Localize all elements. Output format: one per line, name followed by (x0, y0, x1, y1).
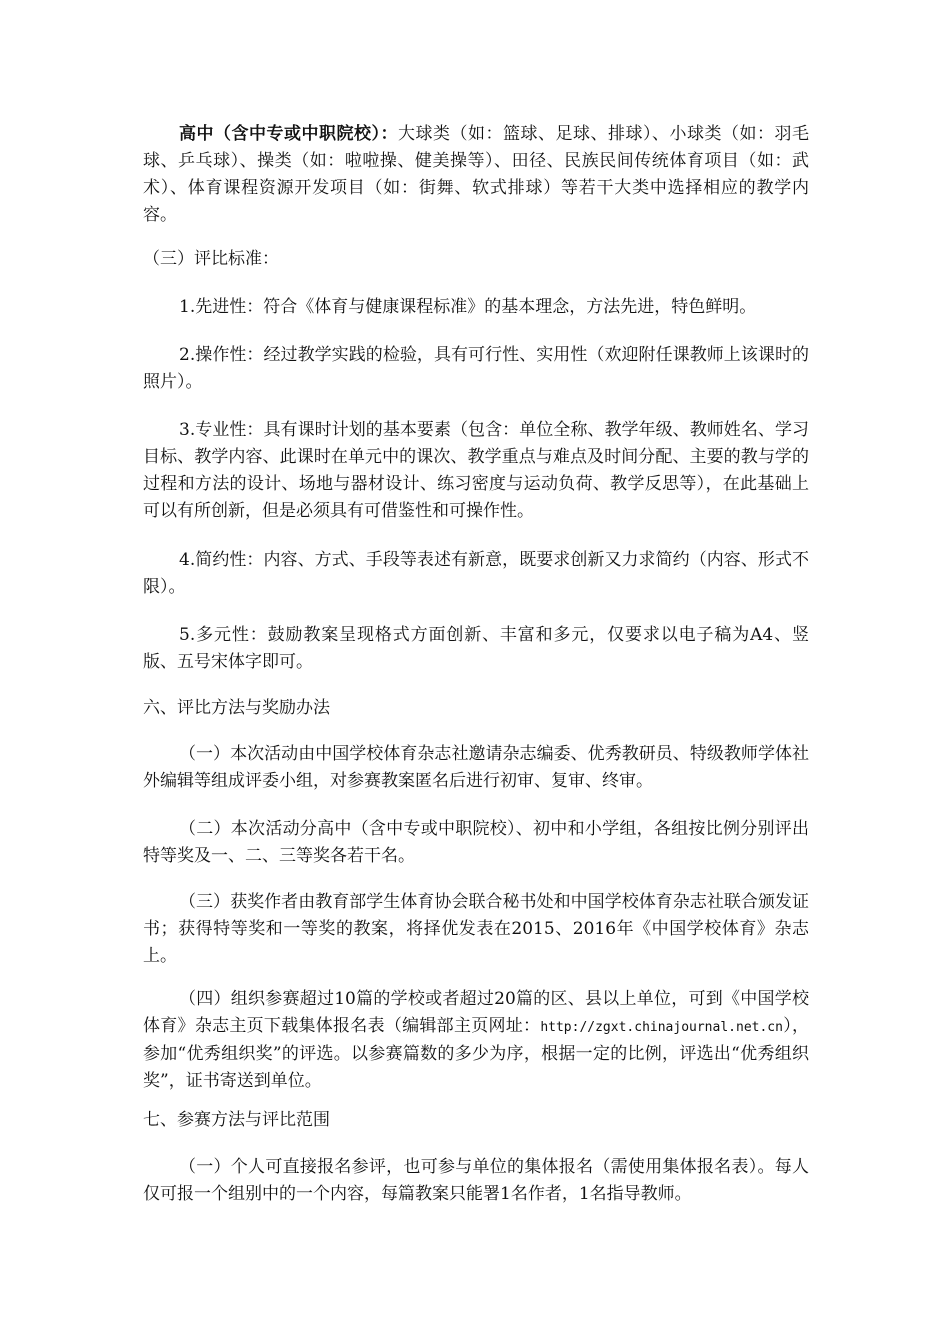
paragraph-text: ），参加“优秀组织奖”的评选。以参赛篇数的多少为序，根据一定的比例，评选出“优秀组织奖”，证书寄送到单位。 (143, 1016, 810, 1091)
paragraph-heading: 高中（含中专或中职院校）： (179, 124, 398, 144)
section-heading-criteria: （三）评比标准： (143, 249, 279, 269)
paragraph-six-three: （三）获奖作者由教育部学生体育协会联合秘书处和中国学校体育杂志社联合颁发证书；获得特等奖和一等奖的教案，将择优发表在2015、2016年《中国学校体育》杂志上。 (143, 892, 809, 966)
paragraph-advanced: 1.先进性：符合《体育与健康课程标准》的基本理念，方法先进，特色鲜明。 (179, 297, 757, 317)
paragraph-operability: 2.操作性：经过教学实践的检验，具有可行性、实用性（欢迎附任课教师上该课时的照片）。 (143, 345, 809, 392)
paragraph-seven-one: （一）个人可直接报名参评，也可参与单位的集体报名（需使用集体报名表）。每人仅可报一个组别中的一个内容，每篇教案只能署1名作者，1名指导教师。 (143, 1157, 809, 1204)
paragraph-simplicity: 4.简约性：内容、方式、手段等表述有新意，既要求创新又力求简约（内容、形式不限）。 (143, 550, 809, 597)
paragraph-six-one: （一）本次活动由中国学校体育杂志社邀请杂志编委、优秀教研员、特级教师学体社外编辑等组成评委小组，对参赛教案匿名后进行初审、复审、终审。 (143, 744, 809, 791)
url-link[interactable]: http:// (540, 1020, 596, 1035)
section-heading-seven: 七、参赛方法与评比范围 (143, 1110, 330, 1130)
paragraph-high-school-content (143, 121, 809, 229)
url-link[interactable]: zgxt.chinajournal.net.cn (595, 1020, 783, 1035)
paragraph-text: 大球类（如：篮球、足球、排球）、小球类（如：羽毛球、乒乓球）、操类（如：啦啦操、健美操等）、田径、民族民间传统体育项目（如：武术）、体育课程资源开发项目（如：街舞、软式排球）等若干大类中选择相应的教学内容。 (143, 124, 809, 225)
paragraph-six-two: （二）本次活动分高中（含中专或中职院校）、初中和小学组，各组按比例分别评出特等奖及一、二、三等奖各若干名。 (143, 819, 809, 866)
paragraph-diversity: 5.多元性：鼓励教案呈现格式方面创新、丰富和多元，仅要求以电子稿为A4、竖版、五号宋体字即可。 (143, 625, 809, 672)
paragraph-professional: 3.专业性：具有课时计划的基本要素（包含：单位全称、教学年级、教师姓名、学习目标、教学内容、此课时在单元中的课次、教学重点与难点及时间分配、主要的教与学的过程和方法的设计、场地与器材设计、练习密度与运动负荷、教学反思等），在此基础上可以有所创新，但是必须具有可借鉴性和可操作性。 (143, 420, 809, 521)
paragraph-six-four (143, 986, 809, 1095)
paragraph-text: （四）组织参赛超过10篇的学校或者超过20篇的区、县以上单位，可到《中国学校体育》杂志主页下载集体报名表（编辑部主页网址： (143, 989, 809, 1036)
section-heading-six: 六、评比方法与奖励办法 (143, 698, 330, 718)
